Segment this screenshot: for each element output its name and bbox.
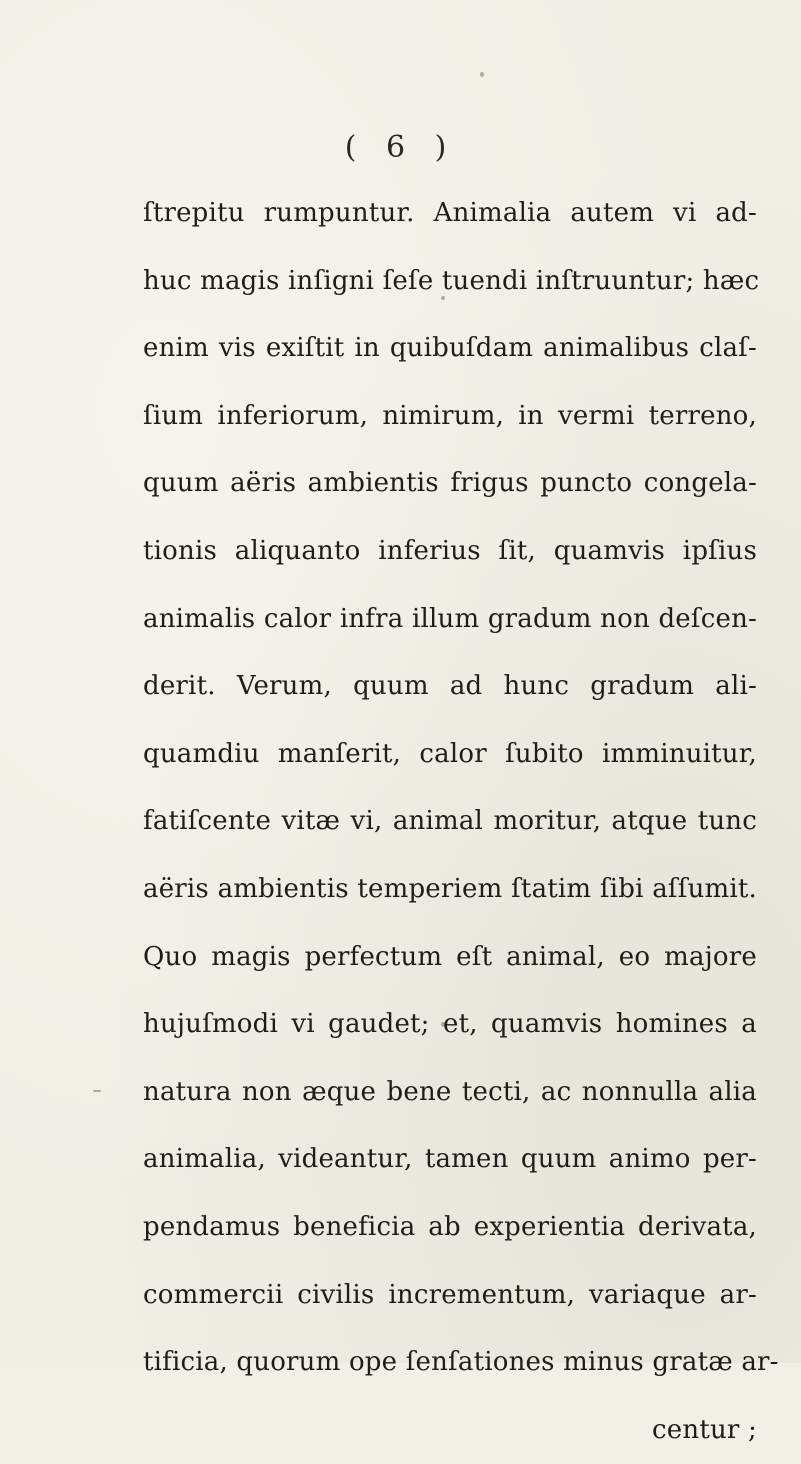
text-line: huc magis inſigni ſeſe tuendi inſtruuntur; hæc: [143, 265, 760, 296]
text-line: fatiſcente vitæ vi, animal moritur, atque tunc: [143, 806, 757, 837]
text-line: Quo magis perfectum eſt animal, eo majore: [143, 941, 757, 972]
text-line: ſtrepitu rumpuntur. Animalia autem vi ad-: [143, 198, 757, 228]
ink-speck: [93, 1090, 101, 1092]
text-line: natura non æque bene tecti, ac nonnulla alia: [143, 1076, 757, 1107]
text-line: quum aëris ambientis frigus puncto congela-: [143, 468, 757, 499]
text-line: quamdiu manſerit, calor ſubito imminuitur,: [143, 738, 757, 769]
text-line: animalia, videantur, tamen quum animo per-: [143, 1144, 757, 1175]
page-number: ( 6 ): [344, 130, 457, 165]
catchword: centur ;: [652, 1414, 757, 1445]
text-line: tificia, quorum ope ſenſationes minus gratæ ar-: [143, 1347, 779, 1378]
text-line: ſium inferiorum, nimirum, in vermi terreno,: [143, 400, 757, 431]
text-line: aëris ambientis temperiem ſtatim ſibi aſſumit.: [143, 873, 757, 904]
text-line: pendamus beneficia ab experientia derivata,: [143, 1211, 757, 1242]
text-line: derit. Verum, quum ad hunc gradum ali-: [143, 671, 757, 702]
text-line: animalis calor infra illum gradum non deſcen-: [143, 603, 757, 634]
text-line: tionis aliquanto inferius ſit, quamvis ipſius: [143, 535, 757, 566]
text-line: hujuſmodi vi gaudet; et, quamvis homines a: [143, 1009, 757, 1040]
text-line: enim vis exiſtit in quibuſdam animalibus claſ-: [143, 333, 757, 364]
body-text: [143, 180, 779, 1464]
ink-speck: [480, 72, 484, 77]
text-line: commercii civilis incrementum, variaque ar-: [143, 1279, 757, 1310]
